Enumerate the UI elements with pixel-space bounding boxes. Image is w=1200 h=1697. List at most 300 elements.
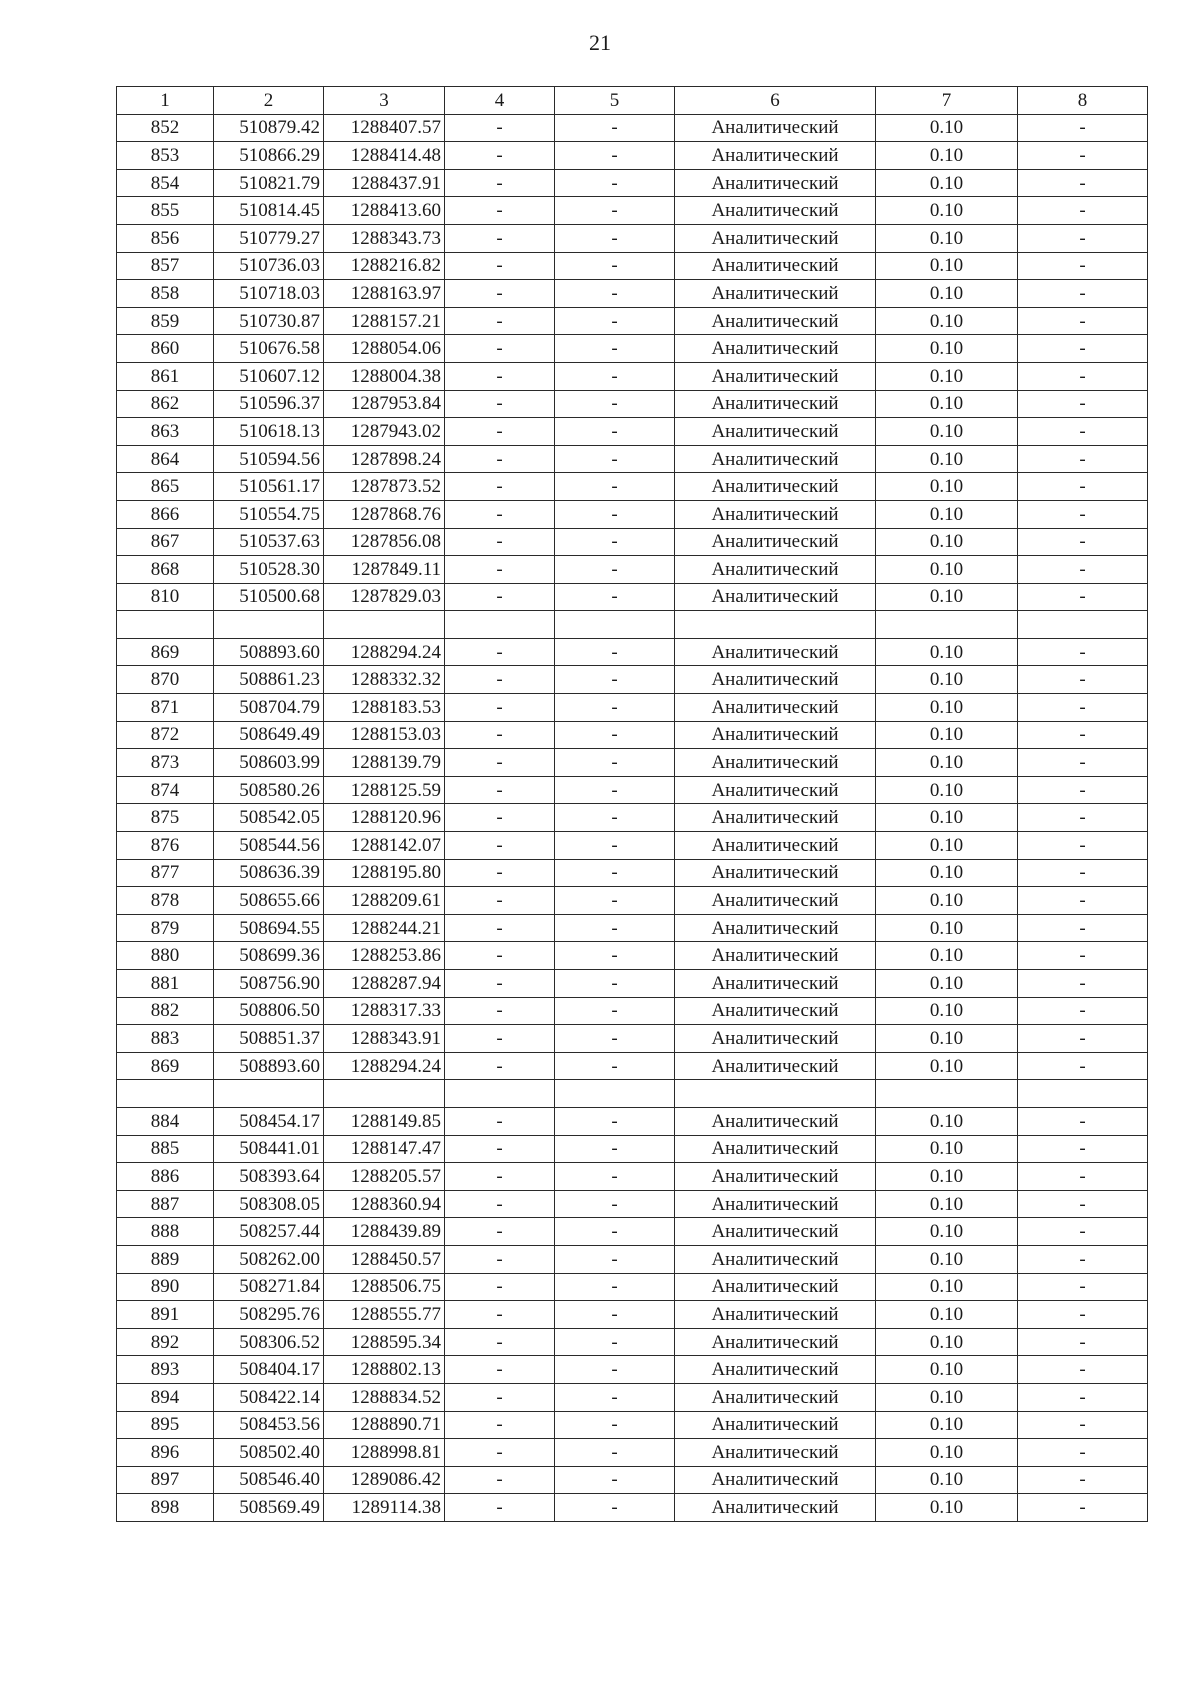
column-8-cell: -	[1018, 1190, 1148, 1218]
column-4-cell: -	[445, 556, 555, 584]
accuracy-cell: 0.10	[876, 1190, 1018, 1218]
column-5-cell: -	[555, 224, 675, 252]
column-5-cell: -	[555, 362, 675, 390]
method-cell: Аналитический	[675, 1439, 876, 1467]
accuracy-cell: 0.10	[876, 1273, 1018, 1301]
point-number-cell: 856	[117, 224, 214, 252]
y-coordinate-cell: 1288294.24	[324, 638, 445, 666]
point-number-cell: 891	[117, 1301, 214, 1329]
column-8-cell: -	[1018, 1163, 1148, 1191]
table-row	[117, 1383, 1148, 1411]
column-5-cell: -	[555, 1328, 675, 1356]
table-row	[117, 1190, 1148, 1218]
column-5-cell: -	[555, 445, 675, 473]
point-number-cell: 866	[117, 500, 214, 528]
y-coordinate-cell: 1288595.34	[324, 1328, 445, 1356]
column-4-cell: -	[445, 666, 555, 694]
table-row	[117, 1107, 1148, 1135]
accuracy-cell: 0.10	[876, 832, 1018, 860]
table-row	[117, 556, 1148, 584]
accuracy-cell: 0.10	[876, 887, 1018, 915]
table-row	[117, 749, 1148, 777]
accuracy-cell: 0.10	[876, 666, 1018, 694]
column-5-cell: -	[555, 1356, 675, 1384]
table-row	[117, 611, 1148, 639]
x-coordinate-cell: 508655.66	[214, 887, 324, 915]
point-number-cell: 858	[117, 280, 214, 308]
column-8-cell: -	[1018, 1328, 1148, 1356]
x-coordinate-cell: 510736.03	[214, 252, 324, 280]
accuracy-cell: 0.10	[876, 252, 1018, 280]
column-4-cell: -	[445, 418, 555, 446]
column-8-cell: -	[1018, 1107, 1148, 1135]
accuracy-cell: 0.10	[876, 1411, 1018, 1439]
y-coordinate-cell: 1288142.07	[324, 832, 445, 860]
point-number-cell: 885	[117, 1135, 214, 1163]
column-4-cell: -	[445, 1494, 555, 1522]
column-4-cell: -	[445, 832, 555, 860]
column-4-cell: -	[445, 914, 555, 942]
column-8-cell: -	[1018, 445, 1148, 473]
method-cell: Аналитический	[675, 418, 876, 446]
column-8-cell: -	[1018, 1273, 1148, 1301]
point-number-cell: 890	[117, 1273, 214, 1301]
column-4-cell: -	[445, 1052, 555, 1080]
column-5-cell: -	[555, 1218, 675, 1246]
table-row	[117, 473, 1148, 501]
table-row	[117, 224, 1148, 252]
column-5-cell: -	[555, 390, 675, 418]
column-4-cell: -	[445, 307, 555, 335]
point-number-cell: 892	[117, 1328, 214, 1356]
accuracy-cell: 0.10	[876, 1052, 1018, 1080]
column-8-cell: -	[1018, 1411, 1148, 1439]
coordinates-table	[116, 86, 1148, 1522]
column-4-cell: -	[445, 252, 555, 280]
x-coordinate-cell: 508393.64	[214, 1163, 324, 1191]
column-8-cell: -	[1018, 1356, 1148, 1384]
x-coordinate-cell: 510596.37	[214, 390, 324, 418]
method-cell: Аналитический	[675, 142, 876, 170]
column-4-cell: -	[445, 1466, 555, 1494]
y-coordinate-cell: 1288555.77	[324, 1301, 445, 1329]
table-row	[117, 1356, 1148, 1384]
table-row	[117, 1273, 1148, 1301]
x-coordinate-cell: 508306.52	[214, 1328, 324, 1356]
x-coordinate-cell: 508542.05	[214, 804, 324, 832]
accuracy-cell: 0.10	[876, 1466, 1018, 1494]
y-coordinate-cell: 1288834.52	[324, 1383, 445, 1411]
method-cell: Аналитический	[675, 1163, 876, 1191]
x-coordinate-cell: 508756.90	[214, 970, 324, 998]
accuracy-cell: 0.10	[876, 776, 1018, 804]
column-8-cell: -	[1018, 1466, 1148, 1494]
column-header-1: 1	[117, 87, 214, 115]
table-row	[117, 1163, 1148, 1191]
column-8-cell	[1018, 1080, 1148, 1108]
x-coordinate-cell: 510821.79	[214, 169, 324, 197]
point-number-cell: 876	[117, 832, 214, 860]
point-number-cell: 884	[117, 1107, 214, 1135]
column-4-cell: -	[445, 694, 555, 722]
x-coordinate-cell: 508308.05	[214, 1190, 324, 1218]
column-4-cell: -	[445, 1163, 555, 1191]
column-header-5: 5	[555, 87, 675, 115]
point-number-cell: 878	[117, 887, 214, 915]
column-5-cell: -	[555, 418, 675, 446]
table-row	[117, 1439, 1148, 1467]
point-number-cell: 883	[117, 1025, 214, 1053]
column-4-cell: -	[445, 1218, 555, 1246]
y-coordinate-cell: 1288414.48	[324, 142, 445, 170]
point-number-cell: 869	[117, 638, 214, 666]
method-cell: Аналитический	[675, 473, 876, 501]
x-coordinate-cell: 510594.56	[214, 445, 324, 473]
method-cell: Аналитический	[675, 1107, 876, 1135]
x-coordinate-cell: 508422.14	[214, 1383, 324, 1411]
table-row	[117, 970, 1148, 998]
column-5-cell: -	[555, 1273, 675, 1301]
method-cell: Аналитический	[675, 252, 876, 280]
method-cell: Аналитический	[675, 390, 876, 418]
y-coordinate-cell: 1288413.60	[324, 197, 445, 225]
column-4-cell: -	[445, 1411, 555, 1439]
column-5-cell: -	[555, 1494, 675, 1522]
point-number-cell: 860	[117, 335, 214, 363]
table-row	[117, 997, 1148, 1025]
accuracy-cell	[876, 1080, 1018, 1108]
table-row	[117, 1466, 1148, 1494]
column-5-cell	[555, 611, 675, 639]
method-cell: Аналитический	[675, 583, 876, 611]
point-number-cell: 867	[117, 528, 214, 556]
accuracy-cell: 0.10	[876, 1107, 1018, 1135]
column-5-cell: -	[555, 887, 675, 915]
y-coordinate-cell: 1288407.57	[324, 114, 445, 142]
table-row	[117, 197, 1148, 225]
point-number-cell: 874	[117, 776, 214, 804]
point-number-cell: 895	[117, 1411, 214, 1439]
column-5-cell: -	[555, 832, 675, 860]
table-row	[117, 280, 1148, 308]
column-4-cell: -	[445, 583, 555, 611]
method-cell: Аналитический	[675, 887, 876, 915]
accuracy-cell: 0.10	[876, 721, 1018, 749]
y-coordinate-cell: 1288437.91	[324, 169, 445, 197]
method-cell: Аналитический	[675, 942, 876, 970]
table-row	[117, 1218, 1148, 1246]
table-row	[117, 114, 1148, 142]
method-cell: Аналитический	[675, 666, 876, 694]
column-8-cell: -	[1018, 970, 1148, 998]
column-4-cell: -	[445, 1107, 555, 1135]
y-coordinate-cell: 1288139.79	[324, 749, 445, 777]
point-number-cell: 869	[117, 1052, 214, 1080]
column-4-cell: -	[445, 197, 555, 225]
x-coordinate-cell: 508704.79	[214, 694, 324, 722]
y-coordinate-cell: 1288287.94	[324, 970, 445, 998]
method-cell: Аналитический	[675, 1135, 876, 1163]
table-row	[117, 362, 1148, 390]
accuracy-cell: 0.10	[876, 169, 1018, 197]
column-4-cell: -	[445, 362, 555, 390]
point-number-cell: 882	[117, 997, 214, 1025]
column-5-cell: -	[555, 280, 675, 308]
column-4-cell: -	[445, 997, 555, 1025]
point-number-cell: 888	[117, 1218, 214, 1246]
y-coordinate-cell: 1288294.24	[324, 1052, 445, 1080]
column-4-cell: -	[445, 1356, 555, 1384]
table-row	[117, 335, 1148, 363]
column-4-cell: -	[445, 1025, 555, 1053]
point-number-cell	[117, 611, 214, 639]
method-cell: Аналитический	[675, 362, 876, 390]
point-number-cell: 875	[117, 804, 214, 832]
y-coordinate-cell: 1288216.82	[324, 252, 445, 280]
x-coordinate-cell: 510730.87	[214, 307, 324, 335]
column-4-cell: -	[445, 114, 555, 142]
page-number: 21	[589, 30, 611, 55]
column-5-cell: -	[555, 528, 675, 556]
x-coordinate-cell: 510607.12	[214, 362, 324, 390]
y-coordinate-cell: 1288183.53	[324, 694, 445, 722]
table-row	[117, 252, 1148, 280]
method-cell	[675, 611, 876, 639]
accuracy-cell: 0.10	[876, 1025, 1018, 1053]
method-cell: Аналитический	[675, 694, 876, 722]
column-4-cell: -	[445, 1439, 555, 1467]
table-row	[117, 445, 1148, 473]
x-coordinate-cell: 508893.60	[214, 638, 324, 666]
column-8-cell: -	[1018, 169, 1148, 197]
column-5-cell: -	[555, 1466, 675, 1494]
column-8-cell: -	[1018, 887, 1148, 915]
method-cell: Аналитический	[675, 1494, 876, 1522]
point-number-cell: 893	[117, 1356, 214, 1384]
table-row	[117, 942, 1148, 970]
column-8-cell: -	[1018, 197, 1148, 225]
y-coordinate-cell: 1288317.33	[324, 997, 445, 1025]
point-number-cell: 894	[117, 1383, 214, 1411]
accuracy-cell: 0.10	[876, 1383, 1018, 1411]
method-cell: Аналитический	[675, 638, 876, 666]
method-cell: Аналитический	[675, 804, 876, 832]
method-cell: Аналитический	[675, 1466, 876, 1494]
column-8-cell: -	[1018, 942, 1148, 970]
x-coordinate-cell: 510500.68	[214, 583, 324, 611]
column-4-cell: -	[445, 970, 555, 998]
x-coordinate-cell: 508806.50	[214, 997, 324, 1025]
column-8-cell: -	[1018, 1245, 1148, 1273]
accuracy-cell: 0.10	[876, 224, 1018, 252]
y-coordinate-cell: 1288205.57	[324, 1163, 445, 1191]
x-coordinate-cell: 510554.75	[214, 500, 324, 528]
column-8-cell: -	[1018, 638, 1148, 666]
method-cell: Аналитический	[675, 556, 876, 584]
point-number-cell: 859	[117, 307, 214, 335]
table-row	[117, 1135, 1148, 1163]
x-coordinate-cell: 508453.56	[214, 1411, 324, 1439]
x-coordinate-cell: 510561.17	[214, 473, 324, 501]
column-5-cell: -	[555, 1135, 675, 1163]
column-8-cell: -	[1018, 528, 1148, 556]
accuracy-cell	[876, 611, 1018, 639]
column-8-cell: -	[1018, 1052, 1148, 1080]
x-coordinate-cell: 510528.30	[214, 556, 324, 584]
column-4-cell: -	[445, 473, 555, 501]
column-5-cell: -	[555, 1383, 675, 1411]
column-5-cell: -	[555, 749, 675, 777]
method-cell: Аналитический	[675, 1190, 876, 1218]
column-5-cell: -	[555, 169, 675, 197]
point-number-cell: 863	[117, 418, 214, 446]
accuracy-cell: 0.10	[876, 694, 1018, 722]
accuracy-cell: 0.10	[876, 638, 1018, 666]
column-4-cell: -	[445, 1190, 555, 1218]
x-coordinate-cell: 510814.45	[214, 197, 324, 225]
y-coordinate-cell: 1288149.85	[324, 1107, 445, 1135]
y-coordinate-cell: 1287829.03	[324, 583, 445, 611]
column-4-cell: -	[445, 942, 555, 970]
method-cell: Аналитический	[675, 197, 876, 225]
method-cell: Аналитический	[675, 1025, 876, 1053]
x-coordinate-cell: 508851.37	[214, 1025, 324, 1053]
method-cell: Аналитический	[675, 307, 876, 335]
column-5-cell: -	[555, 1052, 675, 1080]
column-8-cell: -	[1018, 694, 1148, 722]
column-5-cell: -	[555, 1025, 675, 1053]
column-8-cell: -	[1018, 1383, 1148, 1411]
column-4-cell: -	[445, 1273, 555, 1301]
x-coordinate-cell: 508544.56	[214, 832, 324, 860]
method-cell: Аналитический	[675, 1356, 876, 1384]
method-cell: Аналитический	[675, 749, 876, 777]
accuracy-cell: 0.10	[876, 1245, 1018, 1273]
accuracy-cell: 0.10	[876, 1135, 1018, 1163]
column-4-cell: -	[445, 1301, 555, 1329]
x-coordinate-cell: 508271.84	[214, 1273, 324, 1301]
method-cell: Аналитический	[675, 445, 876, 473]
table-row	[117, 638, 1148, 666]
column-5-cell: -	[555, 114, 675, 142]
y-coordinate-cell	[324, 611, 445, 639]
accuracy-cell: 0.10	[876, 859, 1018, 887]
table-row	[117, 142, 1148, 170]
column-8-cell: -	[1018, 804, 1148, 832]
y-coordinate-cell: 1287856.08	[324, 528, 445, 556]
point-number-cell: 852	[117, 114, 214, 142]
y-coordinate-cell: 1288253.86	[324, 942, 445, 970]
method-cell: Аналитический	[675, 1218, 876, 1246]
column-5-cell: -	[555, 997, 675, 1025]
column-5-cell: -	[555, 1190, 675, 1218]
point-number-cell: 897	[117, 1466, 214, 1494]
accuracy-cell: 0.10	[876, 280, 1018, 308]
x-coordinate-cell: 508546.40	[214, 1466, 324, 1494]
y-coordinate-cell: 1288147.47	[324, 1135, 445, 1163]
x-coordinate-cell: 508636.39	[214, 859, 324, 887]
y-coordinate-cell: 1288360.94	[324, 1190, 445, 1218]
column-5-cell: -	[555, 307, 675, 335]
column-8-cell: -	[1018, 390, 1148, 418]
accuracy-cell: 0.10	[876, 528, 1018, 556]
accuracy-cell: 0.10	[876, 914, 1018, 942]
column-4-cell	[445, 611, 555, 639]
column-5-cell: -	[555, 335, 675, 363]
table-row	[117, 832, 1148, 860]
column-5-cell: -	[555, 1107, 675, 1135]
column-8-cell: -	[1018, 224, 1148, 252]
point-number-cell: 881	[117, 970, 214, 998]
accuracy-cell: 0.10	[876, 142, 1018, 170]
method-cell: Аналитический	[675, 1273, 876, 1301]
x-coordinate-cell: 508699.36	[214, 942, 324, 970]
column-4-cell: -	[445, 335, 555, 363]
column-8-cell: -	[1018, 418, 1148, 446]
table-row	[117, 1080, 1148, 1108]
column-5-cell: -	[555, 721, 675, 749]
y-coordinate-cell: 1288343.91	[324, 1025, 445, 1053]
column-8-cell: -	[1018, 1439, 1148, 1467]
table-row	[117, 1025, 1148, 1053]
column-5-cell	[555, 1080, 675, 1108]
header-row	[117, 87, 1148, 115]
column-8-cell: -	[1018, 1494, 1148, 1522]
y-coordinate-cell: 1288157.21	[324, 307, 445, 335]
column-8-cell: -	[1018, 556, 1148, 584]
column-header-8: 8	[1018, 87, 1148, 115]
accuracy-cell: 0.10	[876, 1439, 1018, 1467]
point-number-cell: 861	[117, 362, 214, 390]
method-cell: Аналитический	[675, 1301, 876, 1329]
point-number-cell: 862	[117, 390, 214, 418]
x-coordinate-cell: 510537.63	[214, 528, 324, 556]
column-5-cell: -	[555, 1301, 675, 1329]
y-coordinate-cell: 1287953.84	[324, 390, 445, 418]
accuracy-cell: 0.10	[876, 1356, 1018, 1384]
column-4-cell: -	[445, 1245, 555, 1273]
table-row	[117, 583, 1148, 611]
x-coordinate-cell: 508262.00	[214, 1245, 324, 1273]
point-number-cell: 810	[117, 583, 214, 611]
method-cell: Аналитический	[675, 997, 876, 1025]
column-8-cell: -	[1018, 749, 1148, 777]
method-cell: Аналитический	[675, 169, 876, 197]
column-5-cell: -	[555, 914, 675, 942]
point-number-cell: 868	[117, 556, 214, 584]
column-5-cell: -	[555, 500, 675, 528]
column-4-cell: -	[445, 500, 555, 528]
accuracy-cell: 0.10	[876, 749, 1018, 777]
column-5-cell: -	[555, 197, 675, 225]
column-5-cell: -	[555, 666, 675, 694]
y-coordinate-cell: 1288153.03	[324, 721, 445, 749]
y-coordinate-cell: 1288998.81	[324, 1439, 445, 1467]
point-number-cell: 872	[117, 721, 214, 749]
table-row	[117, 776, 1148, 804]
y-coordinate-cell: 1288244.21	[324, 914, 445, 942]
point-number-cell: 896	[117, 1439, 214, 1467]
x-coordinate-cell: 508893.60	[214, 1052, 324, 1080]
accuracy-cell: 0.10	[876, 804, 1018, 832]
table-row	[117, 307, 1148, 335]
table-row	[117, 1411, 1148, 1439]
method-cell: Аналитический	[675, 1245, 876, 1273]
column-4-cell: -	[445, 390, 555, 418]
x-coordinate-cell: 508694.55	[214, 914, 324, 942]
method-cell: Аналитический	[675, 500, 876, 528]
table-row	[117, 887, 1148, 915]
